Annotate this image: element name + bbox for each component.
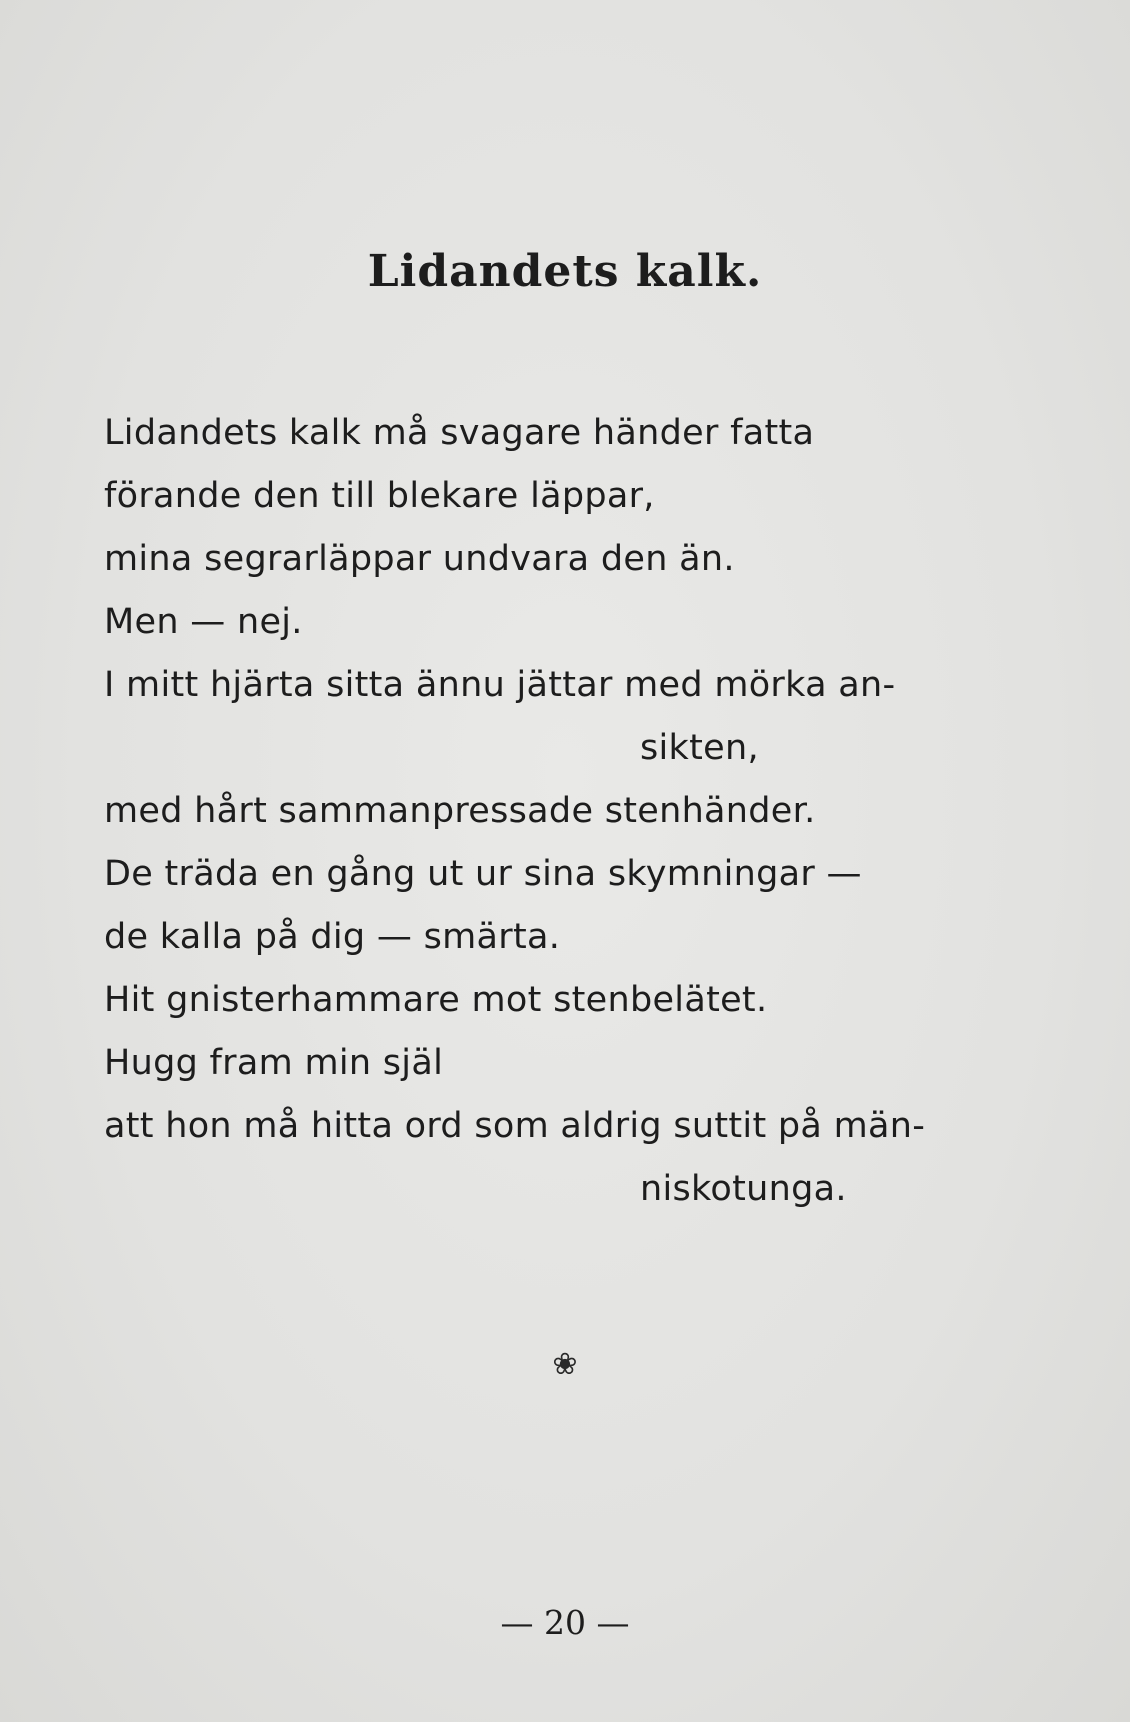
page-number: — 20 — [500, 1603, 630, 1642]
poem-title: Lidandets kalk. [367, 246, 763, 297]
fleuron-icon: ❀ [552, 1347, 578, 1382]
poem-line: med hårt sammanpressade stenhänder. [104, 791, 816, 831]
poem-line: I mitt hjärta sitta ännu jättar med mörka an- [104, 665, 896, 705]
poem-line: Hugg fram min själ [104, 1043, 444, 1083]
poem-body [104, 402, 1084, 1221]
poem-line: mina segrarläppar undvara den än. [104, 539, 735, 579]
poem-line-continuation: sikten, [640, 728, 759, 768]
poem-line: förande den till blekare läppar, [104, 476, 655, 516]
poem-line: att hon må hitta ord som aldrig suttit på män- [104, 1106, 926, 1146]
poem-line: Lidandets kalk må svagare händer fatta [104, 413, 815, 453]
poem-line: Hit gnisterhammare mot stenbelätet. [104, 980, 768, 1020]
poem-line: de kalla på dig — smärta. [104, 917, 561, 957]
poem-line-continuation: niskotunga. [640, 1169, 847, 1209]
poem-line: De träda en gång ut ur sina skymningar — [104, 854, 862, 894]
poem-line: Men — nej. [104, 602, 303, 642]
